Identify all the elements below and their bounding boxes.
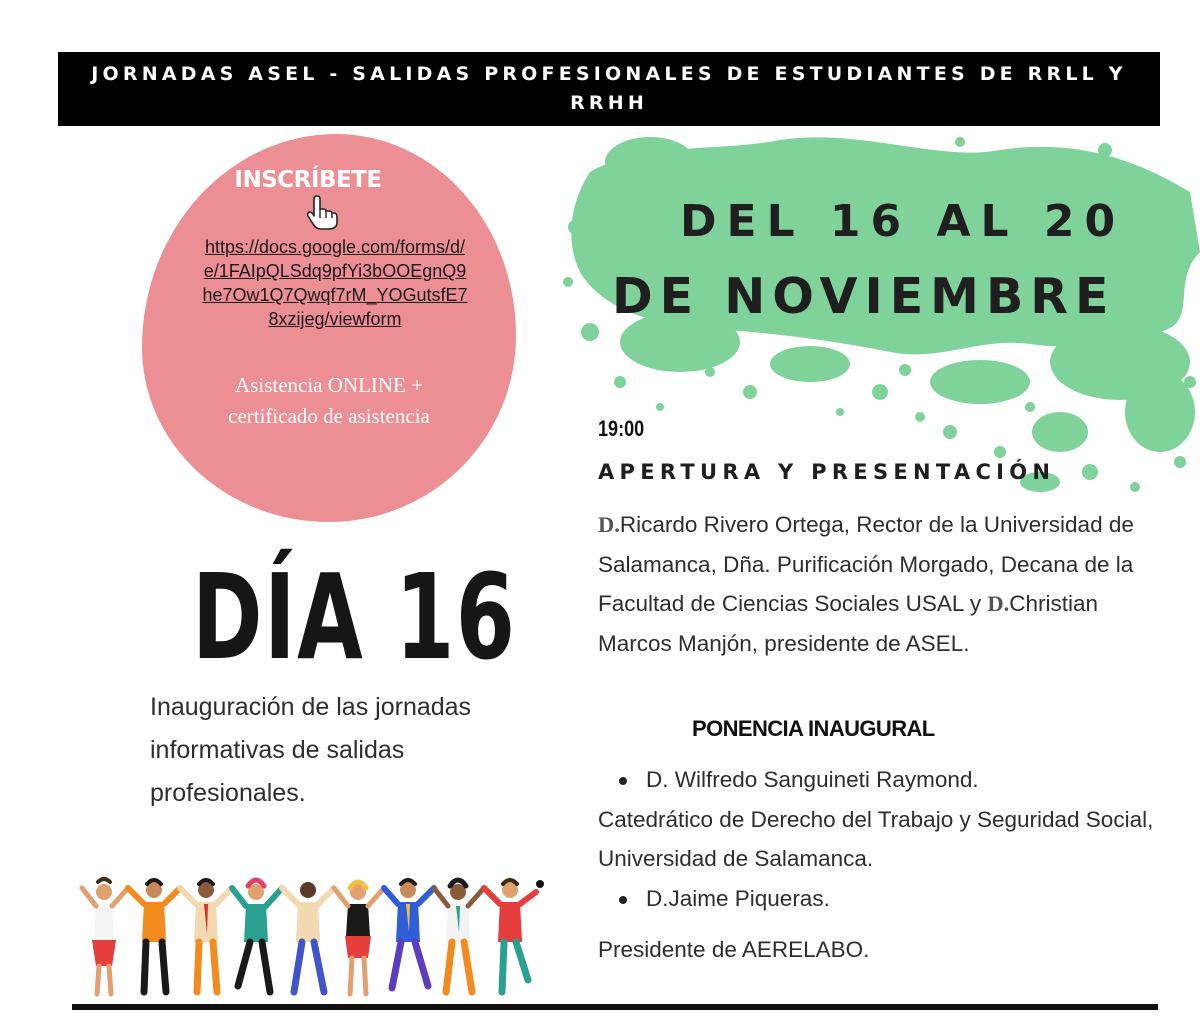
session-time: 19:00 xyxy=(598,416,645,441)
signup-title: INSCRÍBETE xyxy=(234,167,382,193)
day-description: Inauguración de las jornadas informativas de salidas profesionales. xyxy=(150,693,472,807)
signup-form-link[interactable]: https://docs.google.com/forms/d/e/1FAIpQLSdq9pfYi3bOOEgnQ9he7Ow1Q7Qwqf7rM_YOGutsfE78xzijeg/viewform xyxy=(202,237,468,329)
keynote-title: PONENCIA INAUGURAL xyxy=(692,716,935,741)
person-figure xyxy=(180,880,232,992)
speaker-role: Catedrático de Derecho del Trabajo y Seguridad Social, Universidad de Salamanca. xyxy=(598,806,1154,871)
speaker-name: D. Wilfredo Sanguineti Raymond. xyxy=(598,760,1168,800)
pointing-hand-icon xyxy=(304,194,338,230)
person-figure xyxy=(82,879,128,994)
person-figure xyxy=(282,882,334,992)
person-figure xyxy=(384,880,434,988)
d-prefix-2: D. xyxy=(987,591,1010,616)
keynote-speakers xyxy=(598,760,1168,970)
people-holding-hands-illustration xyxy=(62,876,562,1002)
person-figure xyxy=(484,880,536,992)
dates-line-1: DEL 16 AL 20 xyxy=(680,196,1126,247)
session-desc-part2: Christian Marcos Manjón, presidente de ASEL. xyxy=(598,591,1099,656)
person-figure xyxy=(334,882,384,994)
person-figure xyxy=(232,880,282,992)
bottom-divider xyxy=(72,1004,1158,1010)
day-title: DÍA 16 xyxy=(192,548,517,686)
dates-line-2: DE NOVIEMBRE xyxy=(612,268,1116,325)
speaker-name: D.Jaime Piqueras. xyxy=(598,879,1168,919)
session-desc-part1: Ricardo Rivero Ortega, Rector de la Universidad de Salamanca, Dña. Purificación Morgado, Decana de la Facultad de Ciencias Sociales USAL y xyxy=(598,512,1134,616)
d-prefix-1: D. xyxy=(598,512,620,537)
speaker-role: Presidente de AERELABO. xyxy=(598,937,870,962)
online-attendance-note: Asistencia ONLINE + certificado de asistencia xyxy=(228,373,430,428)
person-figure xyxy=(128,880,180,992)
banner-title: JORNADAS ASEL - SALIDAS PROFESIONALES DE ESTUDIANTES DE RRLL Y RRHH xyxy=(91,63,1127,114)
header-banner xyxy=(58,52,1160,126)
session-description xyxy=(598,505,1168,663)
session-title: APERTURA Y PRESENTACIÓN xyxy=(598,460,1056,484)
person-figure xyxy=(434,880,484,992)
